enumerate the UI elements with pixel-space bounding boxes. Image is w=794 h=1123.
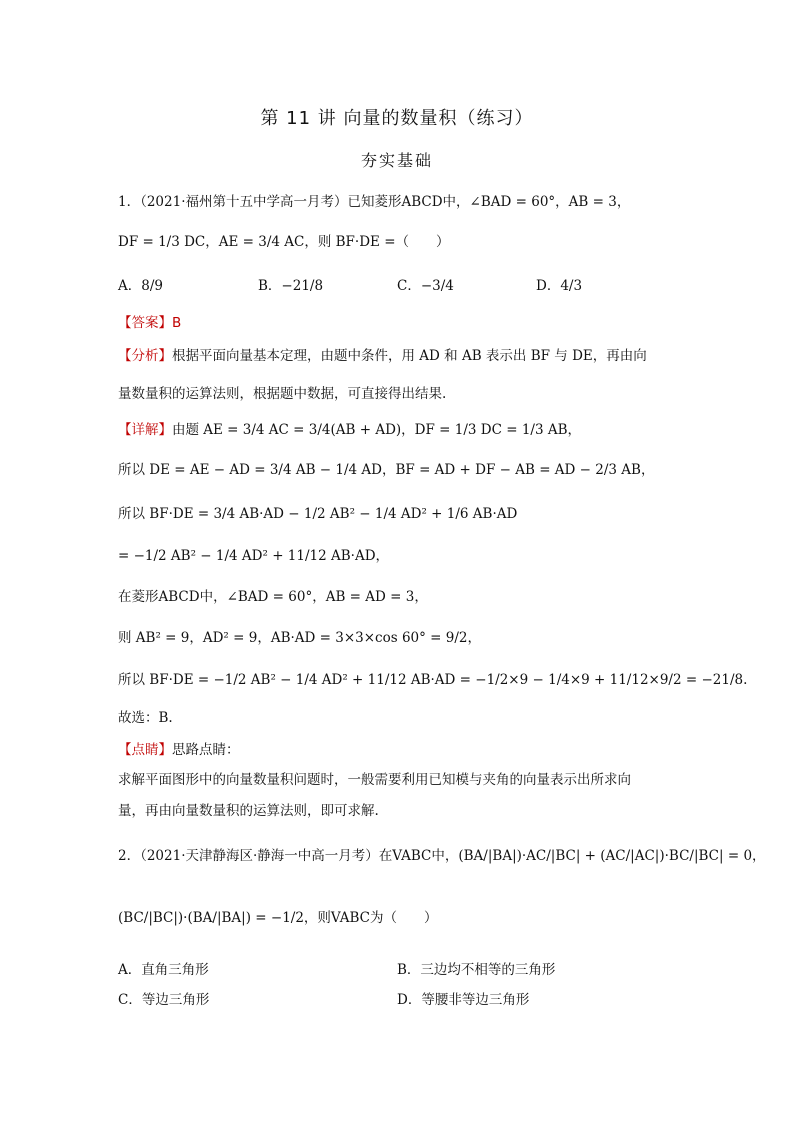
q1-detail-line5: 在菱形ABCD中，∠BAD = 60°，AB = AD = 3， (118, 589, 428, 605)
q2-option-d: D．等腰非等边三角形 (397, 992, 530, 1008)
q1-tip-line2: 量，再由向量数量积的运算法则，即可求解. (118, 803, 379, 819)
q1-detail-line2: 所以 DE = AE − AD = 3/4 AB − 1/4 AD，BF = AD + DF − AB = AD − 2/3 AB， (118, 462, 655, 478)
q1-stem-line2: DF = 1/3 DC，AE = 3/4 AC，则 BF·DE =（ ） (118, 234, 450, 250)
q1-option-d: D．4/3 (536, 278, 583, 294)
detail-text-1: 由题 AE = 3/4 AC = 3/4(AB + AD)，DF = 1/3 DC = 1/3 AB， (172, 422, 582, 438)
q1-conclusion: 故选：B. (118, 710, 173, 726)
tip-title: 思路点睛： (172, 742, 240, 758)
q1-detail-line3: 所以 BF·DE = 3/4 AB·AD − 1/2 AB² − 1/4 AD² + 1/6 AB·AD (118, 506, 518, 522)
q1-option-c: C．−3/4 (397, 278, 454, 294)
q1-detail-line7: 所以 BF·DE = −1/2 AB² − 1/4 AD² + 11/12 AB·AD = −1/2×9 − 1/4×9 + 11/12×9/2 = −21/8. (118, 672, 748, 688)
q1-detail-line6: 则 AB² = 9，AD² = 9，AB·AD = 3×3×cos 60° = 9/2， (118, 630, 482, 646)
tip-label: 【点睛】 (118, 742, 172, 758)
section-title: 夯实基础 (360, 151, 433, 170)
q1-detail-line1 (118, 420, 581, 440)
analysis-label: 【分析】 (118, 348, 172, 364)
q2-stem-line2: (BC/|BC|)·(BA/|BA|) = −1/2，则VABC为（ ） (118, 910, 438, 926)
q1-analysis-line1 (118, 346, 647, 366)
q1-analysis-line2: 量数量积的运算法则，根据题中数据，可直接得出结果. (118, 386, 447, 402)
q2-stem-line1: 2．（2021·天津静海区·静海一中高一月考）在VABC中，(BA/|BA|)·AC/|BC| + (AC/|AC|)·BC/|BC| = 0， (118, 848, 766, 864)
q1-answer: 【答案】B (118, 315, 182, 331)
q1-option-b: B．−21/8 (258, 278, 324, 294)
q1-tip-header (118, 740, 240, 760)
q2-option-b: B．三边均不相等的三角形 (397, 962, 556, 978)
q2-option-c: C．等边三角形 (118, 992, 210, 1008)
detail-label: 【详解】 (118, 422, 172, 438)
q1-tip-line1: 求解平面图形中的向量数量积问题时，一般需要利用已知模与夹角的向量表示出所求向 (118, 772, 631, 788)
q1-stem-line1: 1．（2021·福州第十五中学高一月考）已知菱形ABCD中，∠BAD = 60°，AB = 3， (118, 194, 631, 210)
q1-option-a: A．8/9 (118, 278, 163, 294)
q1-detail-line4: = −1/2 AB² − 1/4 AD² + 11/12 AB·AD， (118, 548, 390, 564)
page-title: 第 11 讲 向量的数量积（练习） (260, 108, 534, 129)
q2-option-a: A．直角三角形 (118, 962, 209, 978)
analysis-text-1: 根据平面向量基本定理，由题中条件，用 AD 和 AB 表示出 BF 与 DE，再由向 (172, 348, 647, 364)
